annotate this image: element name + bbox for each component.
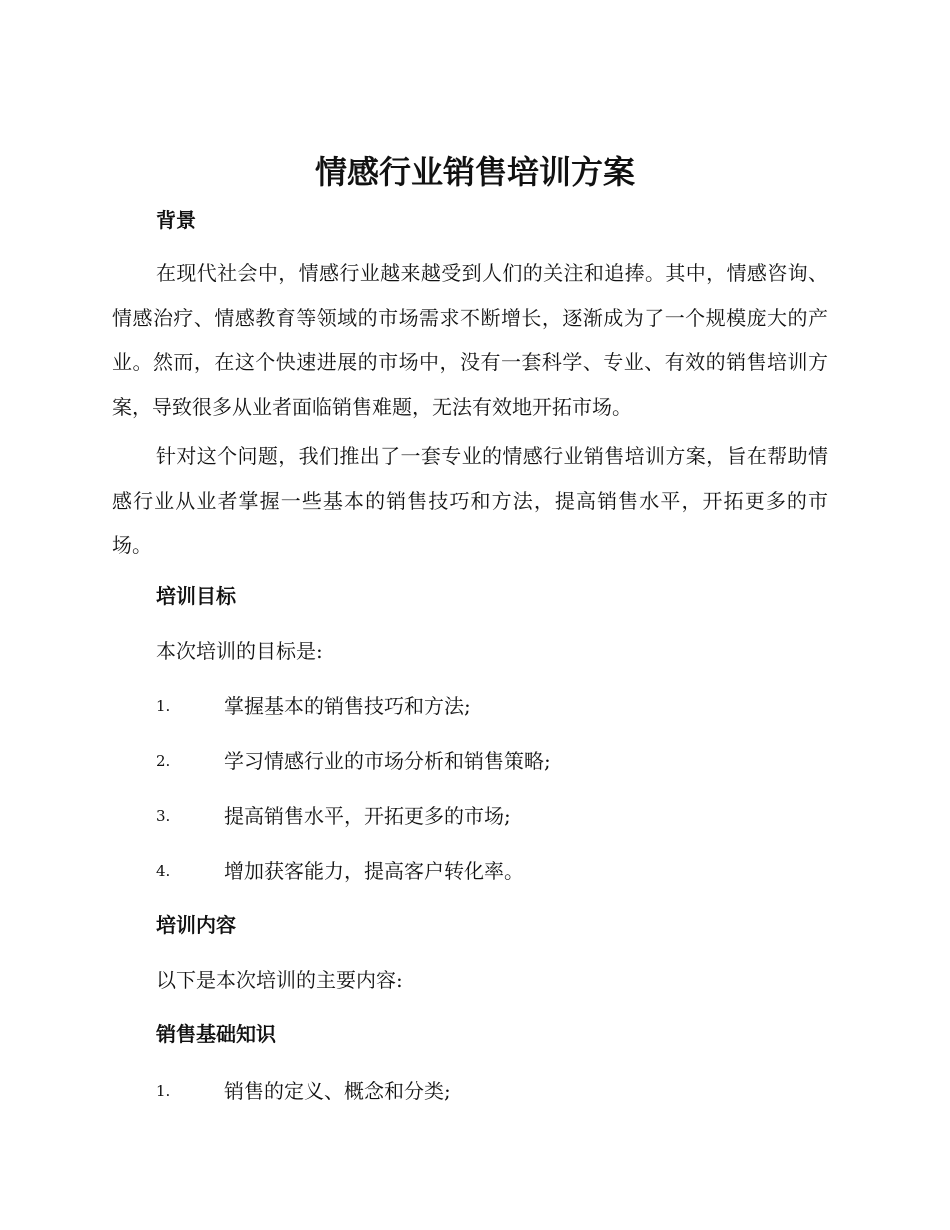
- content-intro: 以下是本次培训的主要内容:: [156, 968, 403, 992]
- list-item-number: 2.: [156, 752, 171, 770]
- list-item-number: 1.: [156, 697, 171, 715]
- goals-intro: 本次培训的目标是:: [156, 639, 323, 663]
- section-heading-goals: 培训目标: [156, 584, 236, 608]
- background-paragraph-2: 针对这个问题，我们推出了一套专业的情感行业销售培训方案，旨在帮助情感行业从业者掌握一些基本的销售技巧和方法，提高销售水平，开拓更多的市场。: [112, 444, 828, 558]
- list-item-text: 销售的定义、概念和分类;: [224, 1079, 451, 1103]
- document-title: 情感行业销售培训方案: [314, 153, 635, 191]
- list-item-number: 3.: [156, 807, 171, 825]
- list-item-number: 4.: [156, 862, 171, 880]
- section-heading-sales-basics: 销售基础知识: [156, 1022, 276, 1046]
- section-heading-content: 培训内容: [156, 913, 236, 937]
- list-item-text: 增加获客能力，提高客户转化率。: [224, 859, 524, 883]
- list-item-text: 提高销售水平，开拓更多的市场;: [224, 804, 511, 828]
- section-heading-background: 背景: [156, 208, 196, 232]
- list-item-text: 学习情感行业的市场分析和销售策略;: [224, 749, 551, 773]
- list-item-text: 掌握基本的销售技巧和方法;: [224, 694, 471, 718]
- list-item-number: 1.: [156, 1082, 171, 1100]
- background-paragraph-1: 在现代社会中，情感行业越来越受到人们的关注和追捧。其中，情感咨询、情感治疗、情感教育等领域的市场需求不断增长，逐渐成为了一个规模庞大的产业。然而，在这个快速进展的市场中，没有一套科学、专业、有效的销售培训方案，导致很多从业者面临销售难题，无法有效地开拓市场。: [112, 261, 828, 419]
